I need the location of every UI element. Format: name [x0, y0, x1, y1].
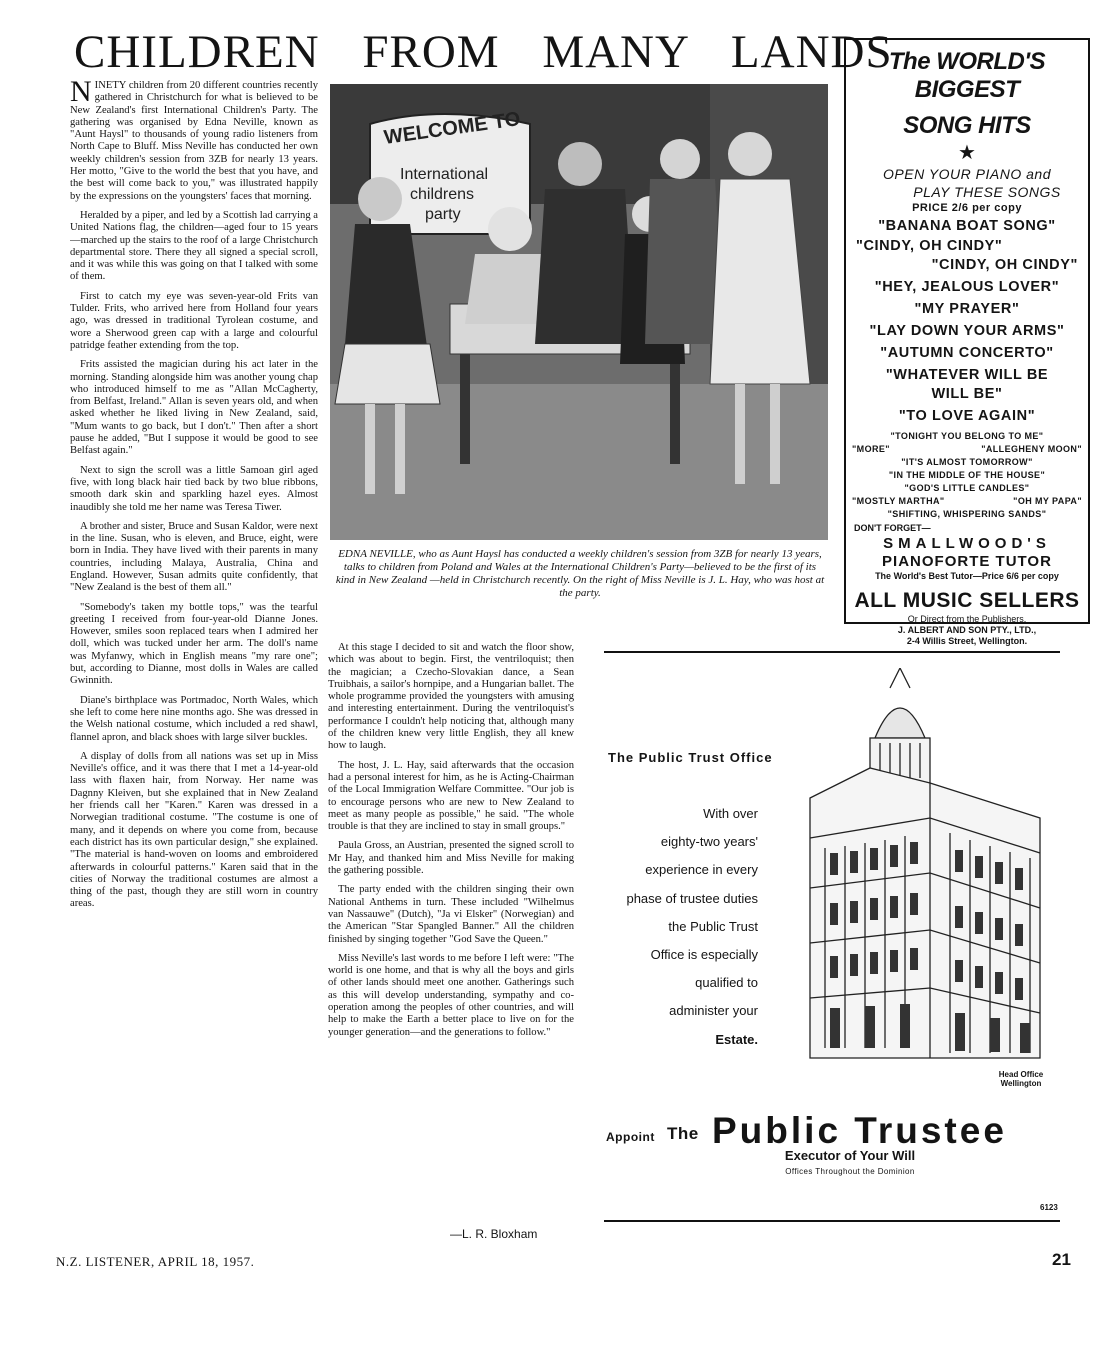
song-title: "MOSTLY MARTHA" — [852, 496, 945, 506]
paragraph-1: NINETY children from 20 different countries recently gathered in Christchurch for what is believed to be New Zealand's first International Children's Party. The gathering was organised by Edna Neville, known as "Aunt Haysl" to thousands of young radio listeners from North Cape to Bluff. Miss Neville has conducted her own weekly children's session from 3ZB for nearly 13 years. Her motto, "Give to the world the best that you have, and the best will come back to you," was illustrated happily by the expressions on the youngsters' faces that morning. — [70, 80, 318, 202]
party-photo — [330, 84, 828, 540]
all-music-sellers: ALL MUSIC SELLERS — [854, 589, 1080, 612]
song-title: "MY PRAYER" — [914, 301, 1020, 317]
byline: —L. R. Bloxham — [450, 1227, 538, 1241]
song-title: "ALLEGHENY MOON" — [981, 444, 1082, 454]
photo-caption: EDNA NEVILLE, who as Aunt Haysl has conducted a weekly children's session from 3ZB for nearly 13 years, talks to children from Poland and Wales at the International Children's Party—believed to be the first of its kind in New Zealand —held in Christchurch recently. On the right of Miss Neville is J. L. Hay, who was host at the party. — [335, 548, 825, 599]
trust-ad-line: With over — [703, 806, 758, 821]
dont-forget-label: DON'T FORGET— — [854, 523, 931, 533]
ad-code: 6123 — [1040, 1203, 1058, 1212]
song-title: "BANANA BOAT SONG" — [878, 218, 1056, 234]
song-title: "CINDY, OH CINDY" — [931, 257, 1078, 273]
publication-footer: N.Z. LISTENER, APRIL 18, 1957. — [56, 1254, 255, 1269]
article-column-1 — [70, 80, 318, 1250]
head-office-label: Head Office Wellington — [998, 1070, 1044, 1088]
sign-welcome-text: WELCOME TO — [382, 108, 522, 149]
song-title: "GOD'S LITTLE CANDLES" — [904, 483, 1030, 493]
song-title: "MORE" — [852, 444, 890, 454]
trust-ad-line: eighty-two years' — [660, 834, 758, 850]
trust-ad-line: Office is especially — [650, 947, 758, 963]
trust-ad-line: qualified to — [695, 975, 758, 991]
trust-ad-line: administer your — [669, 1003, 758, 1019]
trust-ad-body — [608, 800, 758, 1054]
song-title: "TONIGHT YOU BELONG TO ME" — [890, 431, 1044, 441]
sign-party-text: party — [425, 206, 461, 223]
tutor-name: SMALLWOOD'S — [883, 535, 1051, 552]
trust-ad-bottom-rule — [604, 1220, 1060, 1222]
party-photo-illustration — [330, 84, 828, 540]
paragraph-6: A brother and sister, Bruce and Susan Kaldor, were next in the line. Susan, who is eleven, and Bruce, eight, were born in India. They have lived with their parents in many countries, including Malaya, Australia, China and England. However, Susan admits quite confidently, that "New Zealand is the best of them all." — [70, 520, 318, 594]
offices-note: Offices Throughout the Dominion — [785, 1167, 915, 1176]
publisher-name: J. ALBERT AND SON PTY., LTD., — [897, 625, 1037, 635]
trust-ad-heading: The Public Trust Office — [608, 750, 773, 765]
paragraph-3: First to catch my eye was seven-year-old Frits van Tulder. Frits, who arrived here from Holland four years ago, was dressed in traditional Tyrolean costume, and wore a Sherwood green cap with a large and colourful patridge feather extending from the top. — [70, 290, 318, 351]
paragraph-2: Heralded by a piper, and led by a Scottish lad carrying a United Nations flag, the children—aged four to 15 years —marched up the stairs to the roof of a large Christchurch departmental store. There they all signed a special scroll, and it was while this was going on that I talked with some of them. — [70, 209, 318, 283]
page-number: 21 — [1052, 1250, 1071, 1269]
publisher-note: Or Direct from the Publishers, — [907, 614, 1027, 624]
article-column-2 — [328, 642, 574, 1247]
paragraph-4: Frits assisted the magician during his act later in the morning. Standing alongside him was another young chap who introduced himself to me as "Allan McCagherty, from Belfast, Ireland." Allan is seven years old, and when asked whether he liked living in New Zealand, said, "Mum wants to go back, but I don't." Then after a short pause he added, "But I suppose it would be good to see Belfast again." — [70, 359, 318, 457]
song-hits-advertisement — [844, 38, 1090, 646]
paragraph-7: "Somebody's taken my bottle tops," was the tearful greeting I received from four-year-old Dianne Jones. However, smiles soon replaced tears when I admired her doll, which was tucked under her arm. The doll's name was Myfanwy, which in English means "my rare one"; but, according to Dianne, most dolls in Wales are called Gwinnith. — [70, 601, 318, 687]
trust-ad-line: experience in every — [645, 862, 758, 878]
tutor-title: PIANOFORTE TUTOR — [882, 553, 1052, 570]
song-ad-intro-1: OPEN YOUR PIANO and — [883, 166, 1051, 182]
song-title: "IT'S ALMOST TOMORROW" — [901, 457, 1033, 467]
tutor-price: The World's Best Tutor—Price 6/6 per copy — [875, 571, 1059, 581]
executor-tagline: Executor of Your Will — [784, 1148, 916, 1163]
song-title: "LAY DOWN YOUR ARMS" — [869, 323, 1065, 339]
song-title: "HEY, JEALOUS LOVER" — [874, 279, 1060, 295]
song-pair-row — [846, 443, 1088, 456]
song-title: "OH MY PAPA" — [1013, 496, 1082, 506]
song-pair-row — [846, 495, 1088, 508]
song-title: "IN THE MIDDLE OF THE HOUSE" — [888, 470, 1046, 480]
song-title: "WHATEVER WILL BE — [885, 367, 1049, 383]
song-title: "CINDY, OH CINDY" — [856, 238, 1003, 254]
sign-international-text: International — [400, 166, 489, 183]
paragraph-11: The host, J. L. Hay, said afterwards that the occasion had a personal interest for him, as he is Acting-Chairman of the Local Immigration Welfare Committee. "Our job is to encourage persons who are new to New Zealand to meet as many people as possible," he said. "The whole trouble is that they are inclined to stay in small groups." — [328, 759, 574, 833]
paragraph-12: Paula Gross, an Austrian, presented the signed scroll to Mr Hay, and thanked him and Miss Neville for making the gathering possible. — [328, 840, 574, 877]
song-title: "TO LOVE AGAIN" — [898, 408, 1036, 424]
head-office-building-illustration — [790, 668, 1056, 1068]
song-ad-title-1: The WORLD'S BIGGEST — [888, 48, 1046, 103]
song-ad-price: PRICE 2/6 per copy — [912, 202, 1022, 214]
the-label: The — [667, 1124, 699, 1143]
song-title: WILL BE" — [931, 386, 1003, 402]
drop-cap: N — [70, 80, 92, 108]
paragraph-9: A display of dolls from all nations was set up in Miss Neville's office, and it was there that I met a 14-year-old lass with flaxen hair, from Norway. Her name was Dagnny Kleiven, but she explained that in New Zealand her friends call her "Karen." Karen was dressed in a Norwegian traditional costume. "The costume is one of many, and it depends on where you come from, because each district has its own particular design," she explained. "The material is hand-woven on looms and embroidered afterwards in colourful patterns." Karen said that in the cities of Norway the traditional costumes are almost a thing of the past, though they are still worn in country areas. — [70, 750, 318, 910]
trust-ad-top-rule — [604, 651, 1060, 653]
song-ad-title-2: SONG HITS — [903, 112, 1031, 139]
public-trustee-name: Public Trustee — [712, 1110, 1007, 1151]
publisher-address: 2-4 Willis Street, Wellington. — [906, 636, 1028, 646]
paragraph-13: The party ended with the children singing their own National Anthems in turn. These included "Wilhelmus van Nassauwe" (Dutch), "Ja vi Elsker" (Norwegian) and the American "Star Spangled Banner." All the children finished by singing together "God Save the Queen." — [328, 884, 574, 945]
building-drawing — [790, 668, 1056, 1068]
paragraph-10: At this stage I decided to sit and watch the floor show, which was about to begin. First, the ventriloquist; then the magician; a Czecho-Slovakian dance, a Sean Truibhais, a sailor's hornpipe, and a Hungarian ballet. The whole programme provided the youngsters with amusing and interesting entertainment. During the ventriloquist's performance I couldn't help noticing that, although many of the children knew very little English, they all knew how to laugh. — [328, 642, 574, 752]
paragraph-5: Next to sign the scroll was a little Samoan girl aged five, with long black hair tied back by two blue ribbons, smooth dark skin and sparkling hazel eyes. Almost inaudibly she told me her name was Teresa Tiwer. — [70, 464, 318, 513]
appoint-label: Appoint — [606, 1130, 655, 1144]
paragraph-8: Diane's birthplace was Portmadoc, North Wales, which she left to come here nine months ago. She was dressed in the Welsh national costume, which included a red shawl, flannel apron, and black shoes with large silver buckles. — [70, 694, 318, 743]
song-ad-intro-2: PLAY THESE SONGS — [913, 184, 1061, 200]
star-icon: ★ — [958, 142, 976, 164]
article-headline: CHILDREN FROM MANY LANDS — [74, 26, 893, 78]
trust-ad-line: Estate. — [715, 1031, 758, 1047]
trust-ad-line: the Public Trust — [668, 918, 758, 934]
song-title: "SHIFTING, WHISPERING SANDS" — [887, 509, 1047, 519]
song-title: "AUTUMN CONCERTO" — [880, 345, 1054, 361]
sign-childrens-text: childrens — [410, 186, 475, 203]
trust-ad-line: phase of trustee duties — [626, 890, 758, 906]
paragraph-14: Miss Neville's last words to me before I left were: "The world is one home, and that is why all the boys and girls of other lands should meet one another. Gatherings such as this will develop understanding, sympathy and co-operation among the peoples of other countries, and will help to make the Earth a better place to live on for the younger generation—and the generations to follow." — [328, 952, 574, 1038]
